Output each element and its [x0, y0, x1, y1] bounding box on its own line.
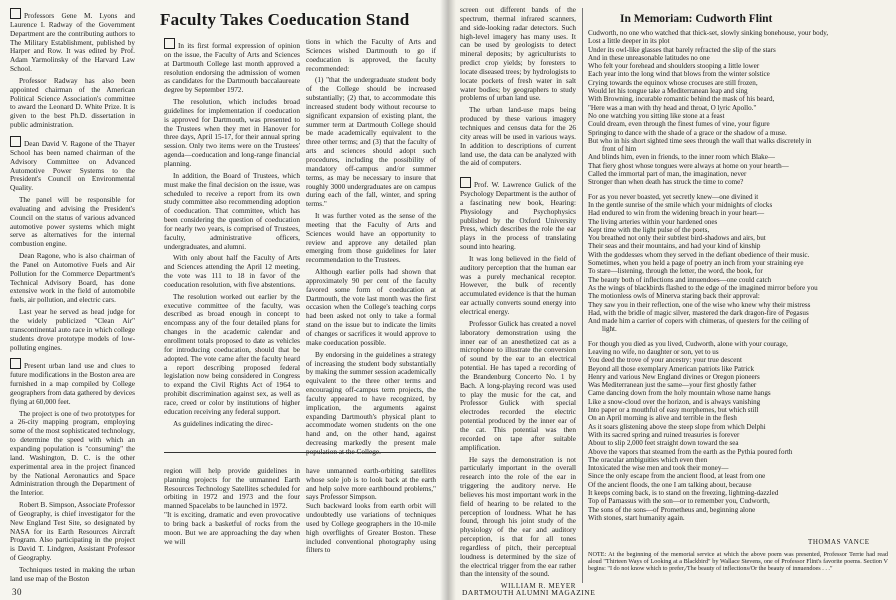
poem-line: And in these unreasonable latitudes no one	[588, 53, 710, 62]
poem-line: With Browning, incurable romantic behind the mask of his beard,	[588, 95, 775, 104]
memoriam-note: NOTE: At the beginning of the memorial service at which the above poem was presented, Professor Terrie had read aloud "Thirteen Ways of Looking at a Blackbird" by Wallace Stevens, one of Professor Flint's favorite poems. Section V begins: "I do not know which to prefer,/The beauty of inflections/Or the beauty of innuendoes . . ."	[588, 551, 888, 573]
poem-line: Lost a little deeper in its plot	[588, 37, 670, 46]
poem-signature: THOMAS VANCE	[808, 538, 870, 546]
poem-line: In the gentle sunrise of the smile which your midnights of clocks	[588, 200, 773, 209]
news-paragraph: Prof. W. Lawrence Gulick of the Psychology Department is the author of a fascinating new book, Hearing: Physiology and Psychophysics published by the Oxford University Press, which describes the role the ear plays in the process of translating sound into hearing.	[460, 181, 576, 252]
article-paragraph: tions in which the Faculty of Arts and Sciences wished Dartmouth to go if coeducation is approved, the faculty recommended:	[306, 38, 436, 73]
news-item-urban-land: Present urban land use and clues to future modifications in the Boston area are furnished in a map compiled by College geographers from data gathered by devices flying at 60,000 feet.	[10, 358, 135, 406]
poem-line: As the wings of blackbirds flashed to the edge of the imagined mirror before you	[588, 283, 818, 292]
memoriam-poem	[588, 29, 892, 537]
continued-column-1	[164, 458, 300, 578]
news-paragraph: Professor Radway has also been appointed chairman of the American Political Science Association's committee to award the Leonard D. White Prize. It is given to the best Ph.D. dissertation in public administration.	[10, 76, 135, 130]
bullet-box-icon	[460, 177, 471, 188]
article-column-1	[164, 38, 300, 448]
poem-line: Called the immortal part of man, the imagination, never	[588, 170, 747, 179]
page-number: 30	[12, 587, 22, 597]
bullet-box-icon	[10, 136, 21, 147]
poem-line: To stare—listening, through the letter, the word, the book, for	[588, 267, 763, 276]
poem-line: With the goddesses whom they served in the defiant obedience of their music.	[588, 250, 810, 259]
poem-line: As it soars glistening above the steep slope from which Delphi	[588, 422, 766, 431]
poem-line: Springing to dance with the shade of a grace or the shadow of a muse.	[588, 128, 787, 137]
right-page	[448, 0, 896, 600]
poem-line: Cudworth, no one who watched that thick-set, slowly sinking bonehouse, your body,	[588, 29, 829, 37]
news-paragraph: He says the demonstration is not particularly important in the overall research into the role of the ear in triggering the auditory nerve. He believes his most important work in the field of hearing to be related to the perception of loudness. What he has found, through his joint study of the physiology of the ear and auditory perception, is that for all tones regardless of pitch, their perceptual loudness is determined by the size of the electrical trigger from the ear rather than the intensity of the sound.	[460, 455, 576, 579]
poem-line: Each year into the long wind that blows from the winter solstice	[588, 70, 770, 79]
poem-line: Was Mediterranean just the same—your first ghostly father	[588, 381, 757, 390]
poem-line: Above the vapors that steamed from the earth as the Pythia poured forth	[588, 447, 793, 456]
poem-line: The motionless owls of Minerva staring back their approval:	[588, 292, 760, 301]
right-column-news	[460, 6, 576, 590]
news-paragraph: Last year he served as head judge for the widely publicized "Clean Air" transcontinental auto race in which college students drove prototype models of low-polluting engines.	[10, 308, 135, 352]
news-paragraph: It was long believed in the field of auditory perception that the human ear was a purely mechanical receptor. However, the bulk of recently accumulated evidence is that the human ear actually converts sound energy into electrical energy.	[460, 254, 576, 316]
poem-line: Beyond all those exemplary American patriots like Patrick	[588, 364, 755, 373]
article-column-2	[306, 38, 436, 448]
continued-paragraph: have unmanned earth-orbiting satellites whose sole job is to look back at the earth and help solve more earthbound problems," says Professor Simpson. Such backward looks from earth orbit will undoubtedly use variations of techniques used by College geographers in the 10-mile high overflights of Greater Boston. These included conventional photography using filters to	[306, 466, 436, 555]
poem-line: Intoxicated the wise men and took their money—	[588, 464, 729, 473]
poem-line: Crying towards the equinox whose crocuses are still frozen,	[588, 78, 758, 87]
news-paragraph: Robert B. Simpson, Associate Professor of Geography, is chief investigator for the New England Test Site, so designated by NASA for its Earth Resources Aircraft Program. Also participating in the project is David T. Lindgren, Assistant Professor of Geography.	[10, 501, 135, 563]
poem-line: The sons of the sons—of Prometheus and, beginning alone	[588, 505, 756, 514]
poem-line: Under its owl-like glasses that barely refracted the slip of the stars	[588, 45, 776, 54]
article-paragraph: It was further voted as the sense of the meeting that the Faculty of Arts and Sciences would have an opportunity to review and approve any detailed plan emerging from those guidelines for later recommendation to the Trustees.	[306, 212, 436, 265]
poem-line: But who in his short sighted time sees through the wall that walks discretely in	[588, 136, 812, 145]
poem-line: Of the ancient floods, the one I am talking about, because	[588, 480, 752, 489]
news-item-lyons: Professors Gene M. Lyons and Laurence I. Radway of the Government Department are the contributing authors to The Military Establishment, published by Harper and Row. It was edited by Prof. Adam Yarmolinsky of the Harvard Law School.	[10, 8, 135, 74]
news-paragraph: The urban land-use maps being produced by these various imagery techniques and census data for the 26 city areas will be used in various ways. In addition to descriptions of current land use, the data can be analyzed with the aid of computers.	[460, 106, 576, 168]
article-paragraph: The resolution worked out earlier by the executive committee of the faculty, was described as broad enough in concept to encompass any of the four detailed plans for changes in the academic calendar and enrollment totals proposed to date as vehicles for introducing coeducation, should that be adopted. The vote came after the faculty heard a report describing proposed federal legislation now being considered in Congress to expand the Civil Rights Act of 1964 to prohibit discrimination against sex, as well as race, creed or color by institutions of higher education receiving any federal support.	[164, 292, 300, 416]
news-paragraph: The panel will be responsible for evaluating and advising the President's Council on the status of various advanced automotive power systems which might serve as alternatives for the internal combustion engine.	[10, 196, 135, 249]
poem-line: Could dream, even through the finest fumes of vine, your figure	[588, 120, 770, 129]
poem-line: And made him a carrier of copers with chimeras, of questers for the ceiling of	[588, 317, 809, 326]
article-paragraph: Although earlier polls had shown that approximately 90 per cent of the faculty favored some form of coeducation at Dartmouth, the vote last month was the first occasion when the College's teaching corps had been asked not only to take a formal stand on the issue but to indicate the limits of changes or sacrifices it would approve to make coeducation possible.	[306, 268, 436, 347]
news-item-ragone: Dean David V. Ragone of the Thayer School has been named chairman of the Advisory Committee on Advanced Automotive Power Systems to the President's Council on Environmental Quality.	[10, 136, 135, 193]
bullet-box-icon	[10, 358, 21, 369]
poem-line: Had, with the bridle of magic silver, mastered the dark dragon-fire of Pegasus	[588, 308, 809, 317]
page-gutter	[440, 0, 456, 600]
article-divider	[164, 452, 436, 453]
poem-line: The beauty both of inflections and innuendoes—one could catch	[588, 275, 772, 284]
news-paragraph: The project is one of two prototypes for a 26-city mapping program, employing some of the most sophisticated technology, to determine the speed with which an expanding population is "consuming" the land. Washington, D. C. is the other experimental area in the project financed by the National Aeronautics and Space Administration through the Department of the Interior.	[10, 409, 135, 498]
poem-line: Since the only escape from the ancient flood, at least from one	[588, 472, 766, 481]
bullet-box-icon	[10, 8, 21, 19]
poem-line: It keeps coming back, is to stand on the freezing, lightning-dazzled	[588, 489, 779, 498]
poem-line: Came dancing down from the holy mountain whose name hangs	[588, 389, 771, 398]
news-paragraph: Professor Gulick has created a novel laboratory demonstration using the inner ear of an anesthetized cat as a microphone to illustrate the conversion of sound by the ear to an electrical potential. He has taped a recording of the Brandenburg Concerto No. 1 by Bach. A long-playing record was used to play the music for the cat, and Professor Gulick with special electrodes recorded the electric potential produced by the inner ear of the cat. This potential was then recorded on tape after suitable amplification.	[460, 319, 576, 452]
article-paragraph: In addition, the Board of Trustees, which must make the final decision on the issue, was scheduled to receive a report from its own study committee also recommending adoption of coeducation. That committee, which has been considering the question of coeducation for nearly two years, is comprised of Trustees, faculty, administrative officers, undergraduates, and alumni.	[164, 171, 300, 251]
poem-line: With its sacred spring and ruined treasuries is forever	[588, 430, 740, 439]
left-column-news	[10, 8, 135, 588]
poem-line: Stronger than when death has struck the time to come?	[588, 178, 744, 187]
poem-line: For as you never boasted, yet secretly knew—one divined it	[588, 192, 759, 201]
poem-line: No one watching you sitting like stone at a feast	[588, 111, 725, 120]
poem-line: front of him	[602, 145, 637, 154]
poem-line: For though you died as you lived, Cudworth, alone with your courage,	[588, 339, 788, 348]
poem-line: Sometimes, when you held a page of poetry an inch from your straining eye	[588, 259, 804, 268]
memoriam-title: In Memoriam: Cudworth Flint	[620, 13, 773, 25]
poem-line: Leaving no wife, no daughter or son, yet to us	[588, 347, 719, 356]
poem-line: Top of Parnassus with the son—or to remember you, Cudworth,	[588, 497, 770, 506]
column-rule	[582, 8, 583, 583]
continued-paragraph: region will help provide guidelines in planning projects for the unmanned Earth Resources Technology Satellites scheduled for orbiting in 1972 and 1973 and the four manned Spacelabs to be launched in 1972. "It is exciting, dramatic and even provocative to bring back a basketful of rocks from the moon. But we are approaching the day when we will	[164, 466, 300, 546]
footer-magazine: DARTMOUTH ALUMNI MAGAZINE	[462, 588, 596, 597]
poem-line: Would let his tongue take a Mediterranean leap and sing	[588, 87, 748, 96]
poem-line: You breathed not only their subtlest bird-shadows and airs, but	[588, 234, 766, 243]
article-paragraph: By endorsing in the guidelines a strategy of increasing the student body substantially by making the summer session academically equivalent to the three other terms and encouraging off-campus term projects, the faculty appeared to have recognized, by implication, the arguments against expanding Dartmouth's physical plant to accommodate women students on the one hand and, on the other hand, against decreasing markedly the present male	[306, 350, 436, 448]
poem-line: "Here was a man with thy head and throat, O lyric Apollo."	[588, 103, 757, 112]
poem-line: Like a snow-cloud over the horizon, and is always vanishing	[588, 397, 761, 406]
news-paragraph: Dean Ragone, who is also chairman of the Panel on Automotive Fuels and Air Pollution for the Commerce Department's Technical Advisory Board, has done extensive work in the field of automobile fuels, air pollution, and electric cars.	[10, 252, 135, 305]
poem-line: Into paper or a mouthful of easy morphemes, but which still	[588, 406, 759, 415]
article-paragraph: The resolution, which includes broad guidelines for implementation if coeducation is approved for Dartmouth, was presented to the Trustees when they met in Hanover for three days, April 15-17, for their annual spring session. Only two items were on the Trustees' agenda—coeducation and long-range financial planning.	[164, 98, 300, 168]
poem-line: About to slip 2,000 feet straight down toward the sea	[588, 439, 739, 448]
poem-line: You deed the trove of your ancestry: your true descent	[588, 356, 742, 365]
continued-column-2	[306, 458, 436, 578]
poem-line: Had endured to win from the widening breach in your heart—	[588, 209, 765, 218]
poem-line: Henry and various New England divines or Oregon pioneers	[588, 372, 760, 381]
article-paragraph: In its first formal expression of opinion on the issue, the Faculty of Arts and Sciences at Dartmouth College last month approved a resolution endorsing the admission of women as candidates for the Dartmouth baccalaureate degree by September 1972.	[164, 42, 300, 95]
poem-line: The oracular ambiguities which even then	[588, 455, 708, 464]
article-title: Faculty Takes Coeducation Stand	[160, 10, 410, 29]
author-signature: WILLIAM R. MEYER	[500, 582, 576, 591]
poem-line: On an April morning is alive and terrible in the flesh	[588, 414, 737, 423]
article-paragraph: (1) "that the undergraduate student body of the College should be increased substantially; (2) that, to accommodate this increased student body without recourse to significant expansion of existing plant, the summer term at Dartmouth College should be made academically equivalent to the three other terms; and (3) that the faculty of arts and sciences should adopt such procedures, including the possibility of mandatory off-campus and/or summer terms, as may be necessary to insure that roughly 3000 undergraduates are on campus during each of the fall, winter, and spring terms."	[306, 76, 436, 209]
poem-line: And blinds him, even in friends, to the inner room which Blake—	[588, 153, 775, 162]
news-paragraph: screen out different bands of the spectrum, thermal infrared scanners, and side-looking radar detectors. Such high-level imagery has many uses. It can be used by geologists to detect mineral deposits; by agriculturists to predict crop yields; by foresters to locate diseased trees; by hydrologists to locate pockets of fresh water in salt water bodies; by geographers to study problems of urban land use.	[460, 6, 576, 103]
poem-line: They saw you in their reflection, one of the wise who knew why their mistress	[588, 300, 811, 309]
poem-line: The living arteries within your hardened ones	[588, 217, 718, 226]
bullet-box-icon	[164, 38, 175, 49]
poem-line: With stones, start humanity again.	[588, 513, 685, 522]
poem-line: Their seas and their mountains, and had your kind of kinship	[588, 242, 761, 251]
article-paragraph: As guidelines indicating the direc-	[173, 419, 273, 428]
poem-line: That fiery ghost whose tongues were always at home on your hearth—	[588, 161, 789, 170]
article-paragraph: With only about half the Faculty of Arts and Sciences attending the April 12 meeting, the vote was 111 to 18 in favor of the coeducation resolution, with five abstentions.	[164, 254, 300, 289]
poem-line: Who felt your forehead and shoulders stooping a little lower	[588, 62, 760, 71]
poem-line: Kept time with the light pulse of the poets,	[588, 225, 710, 234]
poem-line: light.	[602, 325, 617, 334]
news-paragraph: Techniques tested in making the urban land use map of the Boston	[10, 565, 135, 583]
